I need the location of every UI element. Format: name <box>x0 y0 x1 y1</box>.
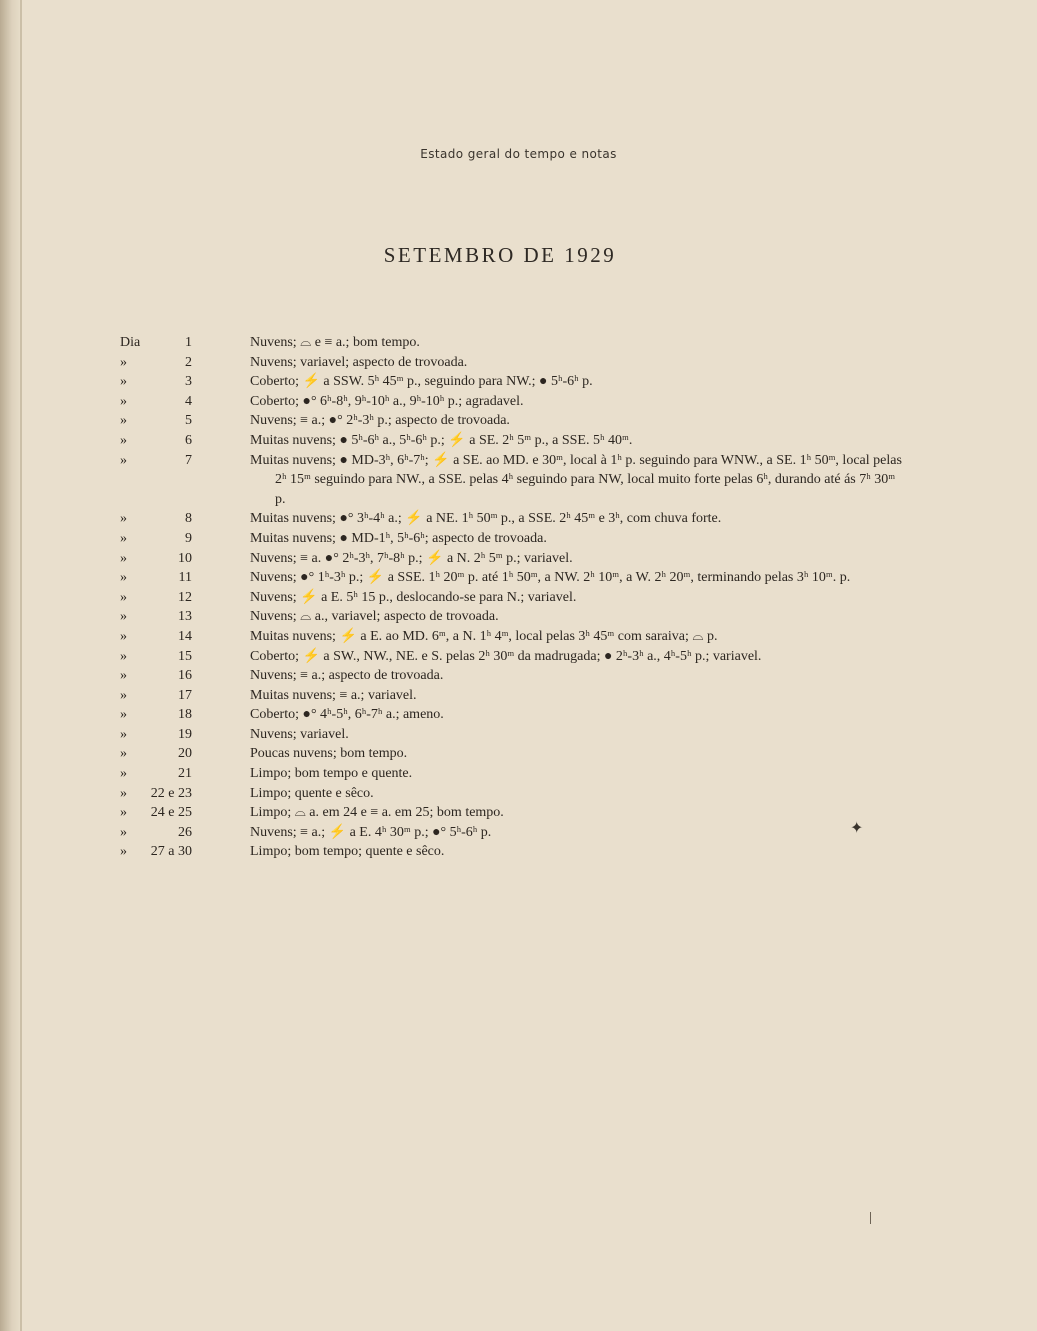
entry-day: 16 <box>178 668 192 684</box>
entry-description: Muitas nuvens; ● MD-3ʰ, 6ʰ-7ʰ; ⚡ a SE. ao MD. e 30ᵐ, local à 1ʰ p. seguindo para WNW., a SE. 1ʰ 50ᵐ, local pelas 2ʰ 15ᵐ seguindo para NW., a SSE. pelas 4ʰ seguindo para NW, local muito forte pelas 6ʰ, durando até ás 7ʰ 30ᵐ p. <box>250 452 902 507</box>
entry-day: 12 <box>178 589 192 605</box>
entry-row <box>100 803 900 823</box>
entry-label: » <box>120 785 127 801</box>
entry-label: » <box>120 609 127 625</box>
entry-label: » <box>120 530 127 546</box>
entry-day: 10 <box>178 550 192 566</box>
entry-description: Nuvens; ⚡ a E. 5ʰ 15 p., deslocando-se para N.; variavel. <box>250 589 577 605</box>
entry-label: » <box>120 668 127 684</box>
entry-row <box>100 823 900 843</box>
entry-description: Muitas nuvens; ●° 3ʰ-4ʰ a.; ⚡ a NE. 1ʰ 50ᵐ p., a SSE. 2ʰ 45ᵐ e 3ʰ, com chuva forte. <box>250 511 722 527</box>
entry-label: » <box>120 393 127 409</box>
entry-row <box>100 509 900 529</box>
entry-day: 4 <box>185 393 192 409</box>
entry-day: 15 <box>178 648 192 664</box>
entry-description: Muitas nuvens; ● 5ʰ-6ʰ a., 5ʰ-6ʰ p.; ⚡ a SE. 2ʰ 5ᵐ p., a SSE. 5ʰ 40ᵐ. <box>250 432 633 448</box>
entry-day: 18 <box>178 707 192 723</box>
entry-day: 2 <box>185 354 192 370</box>
entry-label: » <box>120 766 127 782</box>
margin-tick <box>870 1212 871 1224</box>
entry-description: Coberto; ●° 4ʰ-5ʰ, 6ʰ-7ʰ a.; ameno. <box>250 707 444 723</box>
entry-day: 20 <box>178 746 192 762</box>
entry-day: 14 <box>178 628 192 644</box>
entry-description: Muitas nuvens; ● MD-1ʰ, 5ʰ-6ʰ; aspecto de trovoada. <box>250 530 547 546</box>
entry-row <box>100 784 900 804</box>
entry-day: 24 e 25 <box>150 805 192 821</box>
page-fold-line <box>20 0 22 1331</box>
entry-day: 8 <box>185 511 192 527</box>
page-title: SETEMBRO DE 1929 <box>383 243 617 267</box>
entry-day: 1 <box>185 335 192 350</box>
entry-day: 21 <box>178 766 192 782</box>
entry-day: 3 <box>185 374 192 390</box>
page-edge-shadow <box>0 0 20 1331</box>
entry-label: » <box>120 374 127 390</box>
entry-description: Coberto; ⚡ a SW., NW., NE. e S. pelas 2ʰ 30ᵐ da madrugada; ● 2ʰ-3ʰ a., 4ʰ-5ʰ p.; variavel. <box>250 648 762 664</box>
entry-day: 7 <box>185 452 192 468</box>
entry-label: » <box>120 726 127 742</box>
entry-label: » <box>120 844 127 860</box>
entry-row <box>100 744 900 764</box>
entry-description: Nuvens; variavel; aspecto de trovoada. <box>250 354 468 370</box>
entry-description: Limpo; ⌓ a. em 24 e ≡ a. em 25; bom tempo. <box>250 805 504 821</box>
entry-description: Muitas nuvens; ≡ a.; variavel. <box>250 687 417 703</box>
entry-day: 26 <box>178 824 192 840</box>
entry-row <box>100 411 900 431</box>
entry-label: » <box>120 687 127 703</box>
entry-row <box>100 686 900 706</box>
entry-label: » <box>120 511 127 527</box>
entry-day: 27 a 30 <box>150 844 192 860</box>
entry-description: Nuvens; ⌓ e ≡ a.; bom tempo. <box>250 335 420 350</box>
entry-description: Poucas nuvens; bom tempo. <box>250 746 408 762</box>
entry-row <box>100 647 900 667</box>
entry-row <box>100 842 900 862</box>
entry-row <box>100 588 900 608</box>
entry-label: » <box>120 628 127 644</box>
entry-day: 5 <box>185 413 192 429</box>
entry-label: » <box>120 413 127 429</box>
entry-day: 9 <box>185 530 192 546</box>
entry-description: Nuvens; variavel. <box>250 726 349 742</box>
entry-row <box>100 451 900 510</box>
entry-day: 17 <box>178 687 192 703</box>
entry-description: Limpo; bom tempo; quente e sêco. <box>250 844 445 860</box>
entry-label: » <box>120 570 127 586</box>
entry-day: 22 e 23 <box>150 785 192 801</box>
entry-row <box>100 666 900 686</box>
entry-row <box>100 431 900 451</box>
entry-row <box>100 549 900 569</box>
entry-row <box>100 568 900 588</box>
entry-label: » <box>120 707 127 723</box>
entry-day: 11 <box>178 570 192 586</box>
page-header: Estado geral do tempo e notas <box>420 147 617 161</box>
entry-description: Nuvens; ≡ a.; aspecto de trovoada. <box>250 668 444 684</box>
entry-description: Limpo; quente e sêco. <box>250 785 374 801</box>
entry-label: » <box>120 452 127 468</box>
entry-description: Nuvens; ≡ a.; ●° 2ʰ-3ʰ p.; aspecto de trovoada. <box>250 413 510 429</box>
entry-row <box>100 764 900 784</box>
entry-description: Coberto; ●° 6ʰ-8ʰ, 9ʰ-10ʰ a., 9ʰ-10ʰ p.; agradavel. <box>250 393 524 409</box>
entry-label: » <box>120 354 127 370</box>
entry-day: 6 <box>185 432 192 448</box>
entry-label: » <box>120 550 127 566</box>
entry-label: » <box>120 805 127 821</box>
entry-row <box>100 725 900 745</box>
entry-label: » <box>120 589 127 605</box>
entry-description: Nuvens; ≡ a.; ⚡ a E. 4ʰ 30ᵐ p.; ●° 5ʰ-6ʰ p. <box>250 824 492 840</box>
entry-description: Nuvens; ≡ a. ●° 2ʰ-3ʰ, 7ʰ-8ʰ p.; ⚡ a N. 2ʰ 5ᵐ p.; variavel. <box>250 550 573 566</box>
entry-description: Limpo; bom tempo e quente. <box>250 766 413 782</box>
entry-label: » <box>120 824 127 840</box>
entry-day: 19 <box>178 726 192 742</box>
margin-mark: ✦ <box>850 818 864 837</box>
weather-entries-list <box>100 333 900 862</box>
entry-description: Nuvens; ⌓ a., variavel; aspecto de trovoada. <box>250 609 499 625</box>
entry-row <box>100 372 900 392</box>
entry-row <box>100 333 900 353</box>
entry-description: Muitas nuvens; ⚡ a E. ao MD. 6ᵐ, a N. 1ʰ 4ᵐ, local pelas 3ʰ 45ᵐ com saraiva; ⌓ p. <box>250 628 718 644</box>
entry-row <box>100 627 900 647</box>
entry-label: Dia <box>120 335 141 350</box>
entry-row <box>100 607 900 627</box>
entry-label: » <box>120 648 127 664</box>
entry-label: » <box>120 746 127 762</box>
entry-row <box>100 353 900 373</box>
entry-row <box>100 705 900 725</box>
entry-row <box>100 529 900 549</box>
entry-description: Coberto; ⚡ a SSW. 5ʰ 45ᵐ p., seguindo para NW.; ● 5ʰ-6ʰ p. <box>250 374 593 390</box>
entry-day: 13 <box>178 609 192 625</box>
entry-description: Nuvens; ●° 1ʰ-3ʰ p.; ⚡ a SSE. 1ʰ 20ᵐ p. até 1ʰ 50ᵐ, a NW. 2ʰ 10ᵐ, a W. 2ʰ 20ᵐ, terminando pelas 3ʰ 10ᵐ. p. <box>250 570 851 586</box>
entry-row <box>100 392 900 412</box>
entry-label: » <box>120 432 127 448</box>
